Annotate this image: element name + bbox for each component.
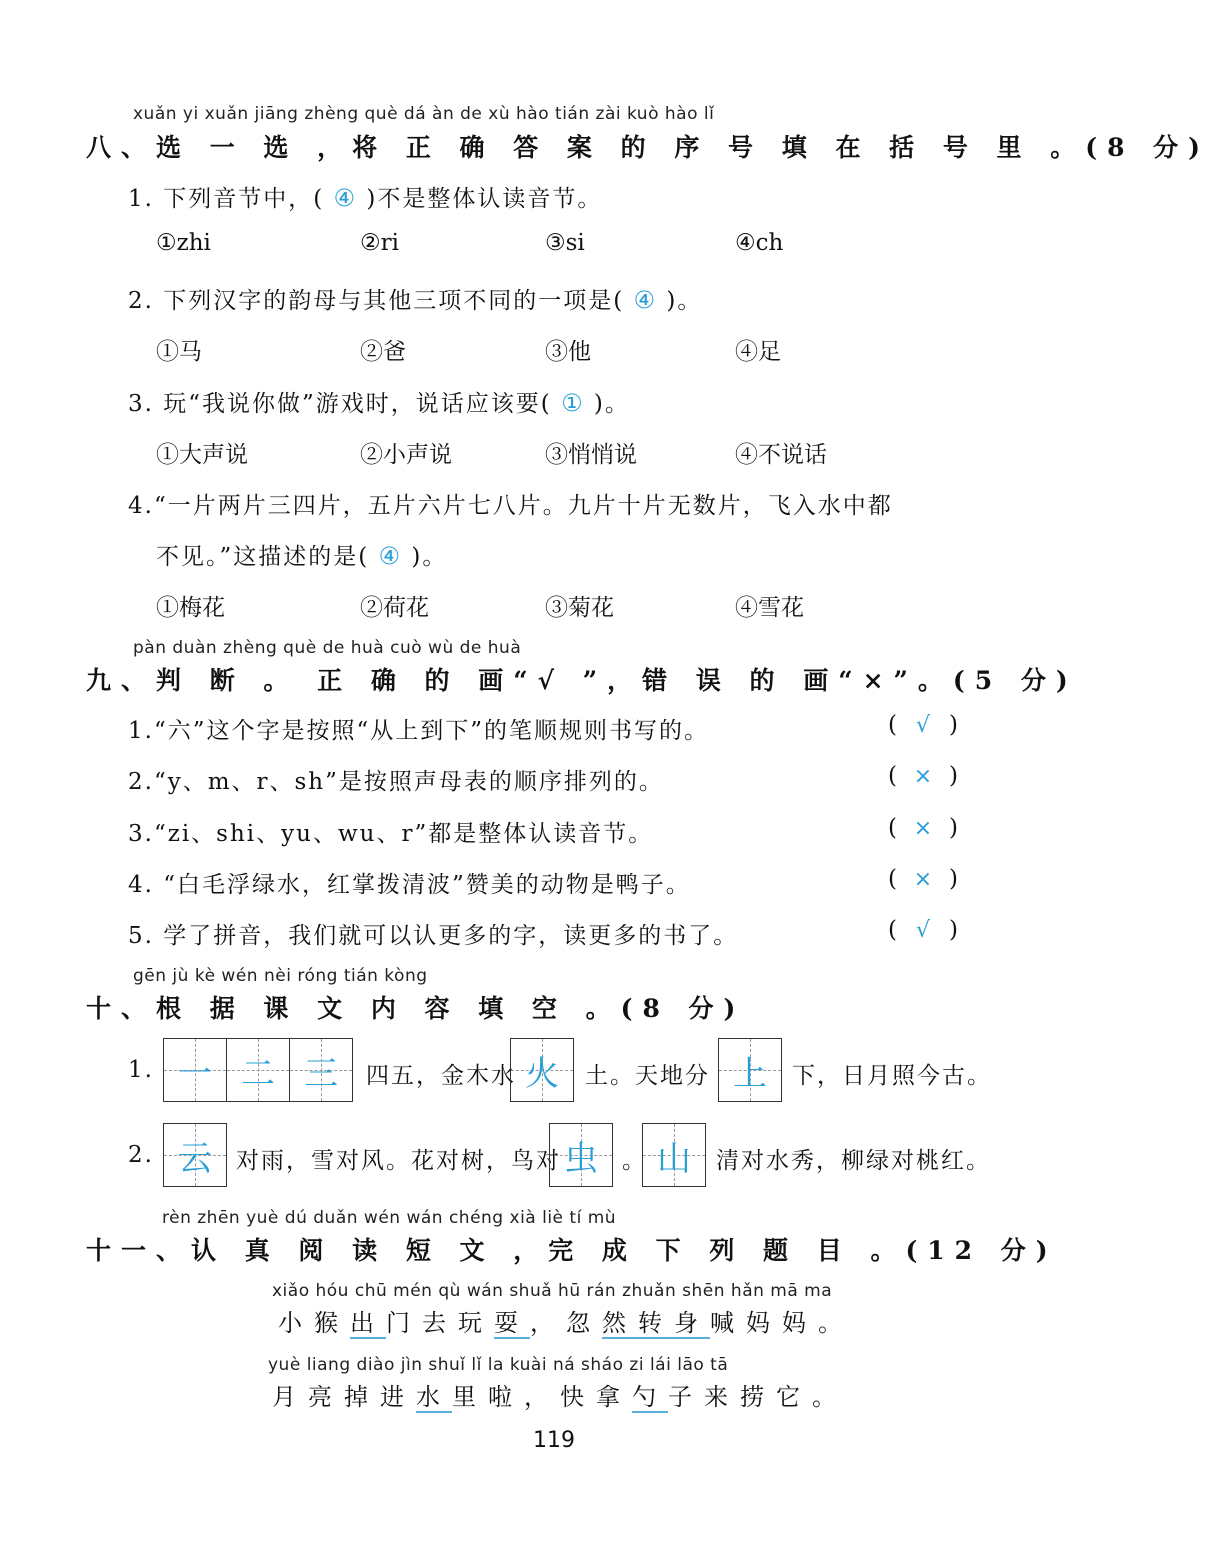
- section10-title: 十、根 据 课 文 内 容 填 空 。(8 分): [86, 994, 746, 1023]
- q8-2-opt3: ③他: [545, 339, 591, 365]
- section10-pinyin: gēn jù kè wén nèi róng tián kòng: [133, 966, 428, 986]
- q8-4-opt4: ④雪花: [735, 595, 804, 621]
- fill-q1-grid-3: 上: [718, 1038, 782, 1102]
- fill-q2-grid-1: 云: [163, 1123, 227, 1187]
- judge-answer-5: ( √ ): [888, 917, 960, 943]
- q8-1-opt3: ③si: [545, 230, 585, 256]
- fill-q2-text2: 。: [622, 1148, 647, 1174]
- judge-answer-4: ( × ): [888, 866, 960, 892]
- q8-2-opt2: ②爸: [360, 339, 406, 365]
- fill-q1-grid-2: 火: [510, 1038, 574, 1102]
- q8-1-opt1: ①zhi: [156, 230, 211, 256]
- answer-q8-3: ①: [561, 389, 585, 417]
- fill-q1-text3: 下，日月照今古。: [792, 1063, 992, 1089]
- judge-item-5: 5. 学了拼音，我们就可以认更多的字，读更多的书了。: [128, 923, 739, 949]
- section8-pinyin: xuǎn yi xuǎn jiāng zhèng què dá àn de xù hào tián zài kuò hào lǐ: [133, 104, 715, 124]
- q8-3-opt4: ④不说话: [735, 442, 827, 468]
- answer-q8-4: ④: [378, 542, 403, 570]
- poem-line2-pinyin: yuè liang diào jìn shuǐ lǐ la kuài ná sháo zi lái lāo tā: [268, 1355, 729, 1375]
- fill-q2-text3: 清对水秀，柳绿对桃红。: [716, 1148, 991, 1174]
- q8-3: 3. 玩“我说你做”游戏时，说话应该要( ① )。: [128, 389, 630, 417]
- judge-item-4: 4. “白毛浮绿水，红掌拨清波”赞美的动物是鸭子。: [128, 872, 691, 898]
- page-number: 119: [533, 1428, 575, 1453]
- q8-2-opt4: ④足: [735, 339, 781, 365]
- judge-item-3: 3.“zi、shi、yu、wu、r”都是整体认读音节。: [128, 821, 654, 847]
- q8-4-opt3: ③菊花: [545, 595, 614, 621]
- fill-q2-grid-3: 山: [642, 1123, 706, 1187]
- fill-q1-number: 1.: [128, 1057, 154, 1083]
- q8-4-opt1: ①梅花: [156, 595, 225, 621]
- q8-1-opt2: ②ri: [360, 230, 399, 256]
- fill-q2-text1: 对雨，雪对风。花对树，鸟对: [236, 1148, 561, 1174]
- section8-title: 八、选 一 选 ，将 正 确 答 案 的 序 号 填 在 括 号 里 。(8 分): [86, 133, 1210, 162]
- answer-q8-2: ④: [633, 286, 658, 314]
- q8-4-line2: 不见。”这描述的是( ④ )。: [156, 542, 448, 570]
- fill-q1-grid-1: 一 二 三: [163, 1038, 353, 1102]
- section9-title: 九、判 断 。 正 确 的 画“√ ”，错 误 的 画“×”。(5 分): [86, 666, 1078, 695]
- fill-q1-text1: 四五，金木水: [366, 1063, 516, 1089]
- judge-answer-2: ( × ): [888, 763, 960, 789]
- section9-pinyin: pàn duàn zhèng què de huà cuò wù de huà: [133, 638, 522, 658]
- q8-4-line1: 4.“一片两片三四片，五片六片七八片。九片十片无数片，飞入水中都: [128, 493, 893, 519]
- fill-q2-number: 2.: [128, 1142, 154, 1168]
- q8-3-opt1: ①大声说: [156, 442, 248, 468]
- fill-q1-text2: 土。天地分: [585, 1063, 710, 1089]
- fill-q2-grid-2: 虫: [549, 1123, 613, 1187]
- poem-line1-pinyin: xiǎo hóu chū mén qù wán shuǎ hū rán zhuǎn shēn hǎn mā ma: [272, 1281, 833, 1301]
- q8-1: 1. 下列音节中，( ④ )不是整体认读音节。: [128, 184, 603, 212]
- judge-answer-1: ( √ ): [888, 712, 960, 738]
- section11-title: 十一、认 真 阅 读 短 文 ，完 成 下 列 题 目 。(12 分): [86, 1236, 1058, 1265]
- answer-q8-1: ④: [333, 184, 358, 212]
- judge-answer-3: ( × ): [888, 815, 960, 841]
- q8-4-opt2: ②荷花: [360, 595, 429, 621]
- judge-item-1: 1.“六”这个字是按照“从上到下”的笔顺规则书写的。: [128, 718, 709, 744]
- q8-3-opt3: ③悄悄说: [545, 442, 637, 468]
- q8-2: 2. 下列汉字的韵母与其他三项不同的一项是( ④ )。: [128, 286, 703, 314]
- q8-3-opt2: ②小声说: [360, 442, 452, 468]
- judge-item-2: 2.“y、m、r、sh”是按照声母表的顺序排列的。: [128, 769, 664, 795]
- section11-pinyin: rèn zhēn yuè dú duǎn wén wán chéng xià liè tí mù: [162, 1208, 617, 1228]
- poem-line2: 月亮掉进水里啦，快拿勺子来捞它。: [272, 1383, 848, 1411]
- q8-2-opt1: ①马: [156, 339, 202, 365]
- q8-1-opt4: ④ch: [735, 230, 784, 256]
- poem-line1: 小猴出门去玩耍，忽然转身喊妈妈。: [278, 1309, 854, 1337]
